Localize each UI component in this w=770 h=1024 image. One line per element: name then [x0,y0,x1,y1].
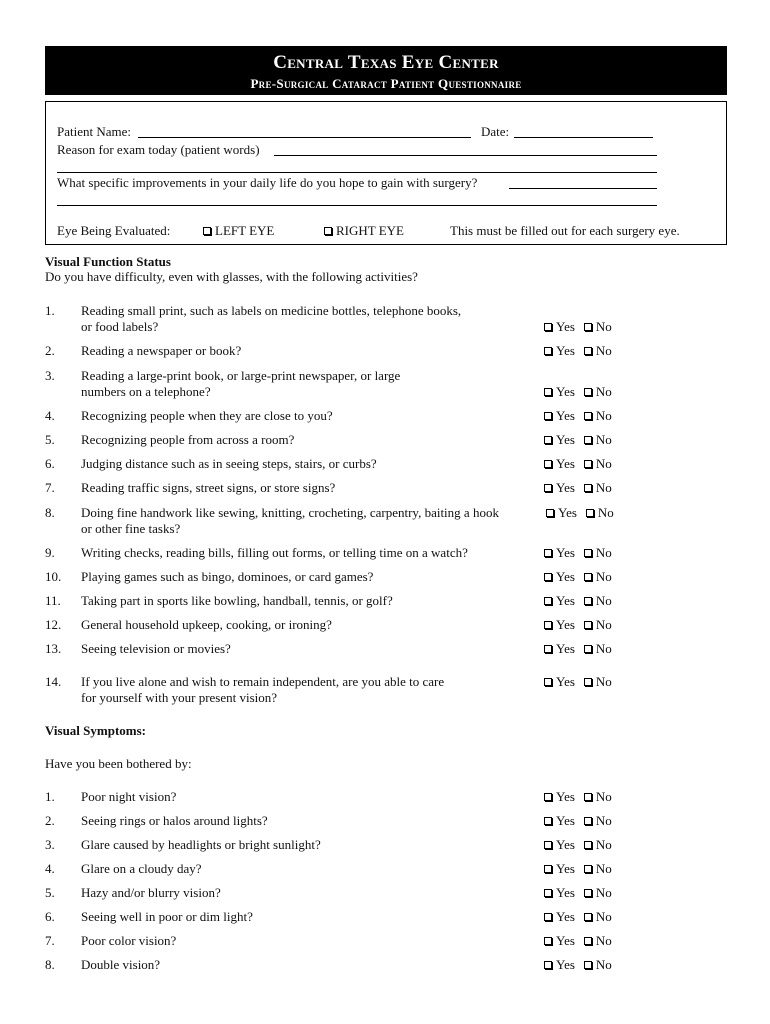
yes-checkbox[interactable] [544,484,552,492]
improvements-field-line-2[interactable] [57,205,657,206]
no-checkbox[interactable] [586,509,594,517]
reason-field[interactable] [274,155,657,156]
question-number: 4. [45,408,55,423]
question-text-continued: or other fine tasks? [81,521,181,536]
left-eye-option[interactable] [203,223,274,238]
no-label: No [595,933,612,948]
question-number: 14. [45,674,62,689]
no-checkbox[interactable] [584,347,592,355]
visual-symptoms-intro: Have you been bothered by: [45,756,192,771]
no-checkbox[interactable] [584,460,592,468]
question-number: 4. [45,861,55,876]
question-text: Reading a newspaper or book? [81,343,242,358]
yes-no-options [544,885,621,900]
yes-no-options [544,384,621,399]
yes-no-options [544,933,621,948]
no-checkbox[interactable] [584,549,592,557]
patient-name-field[interactable] [138,137,471,138]
right-eye-label: RIGHT EYE [336,223,405,238]
yes-label: Yes [556,456,575,471]
no-checkbox[interactable] [584,645,592,653]
question-text: Double vision? [81,957,161,972]
no-checkbox[interactable] [584,597,592,605]
yes-checkbox[interactable] [544,645,552,653]
yes-no-options [544,456,621,471]
yes-checkbox[interactable] [544,937,552,945]
yes-no-options [546,505,623,520]
no-label: No [595,617,612,632]
yes-no-options [544,569,621,584]
question-number: 1. [45,303,55,318]
yes-label: Yes [556,384,575,399]
no-label: No [595,319,612,334]
no-checkbox[interactable] [584,323,592,331]
question-text: Recognizing people when they are close to you? [81,408,333,423]
no-label: No [595,408,612,423]
no-checkbox[interactable] [584,573,592,581]
question-text-continued: or food labels? [81,319,159,334]
yes-no-options [544,593,621,608]
yes-label: Yes [556,789,575,804]
yes-checkbox[interactable] [544,549,552,557]
question-text: Glare on a cloudy day? [81,861,202,876]
no-label: No [595,432,612,447]
question-number: 3. [45,837,55,852]
no-checkbox[interactable] [584,678,592,686]
yes-label: Yes [556,957,575,972]
visual-symptoms-heading: Visual Symptoms: [45,723,147,738]
question-text: Recognizing people from across a room? [81,432,295,447]
question-text-continued: numbers on a telephone? [81,384,211,399]
yes-no-options [544,861,621,876]
question-text-continued: for yourself with your present vision? [81,690,278,705]
no-label: No [595,837,612,852]
yes-checkbox[interactable] [544,678,552,686]
yes-no-options [544,674,621,689]
question-number: 5. [45,885,55,900]
yes-checkbox[interactable] [544,436,552,444]
no-label: No [597,505,614,520]
patient-info-box [45,101,727,245]
yes-checkbox[interactable] [544,961,552,969]
yes-checkbox[interactable] [544,460,552,468]
yes-no-options [544,837,621,852]
yes-label: Yes [556,545,575,560]
date-label: Date: [481,124,510,139]
question-text: Seeing well in poor or dim light? [81,909,253,924]
no-label: No [595,593,612,608]
no-label: No [595,957,612,972]
eye-evaluated-label: Eye Being Evaluated: [57,223,171,238]
reason-label: Reason for exam today (patient words) [57,142,260,157]
no-label: No [595,813,612,828]
yes-checkbox[interactable] [544,793,552,801]
yes-checkbox[interactable] [544,841,552,849]
no-checkbox[interactable] [584,621,592,629]
yes-no-options [544,408,621,423]
question-text: Hazy and/or blurry vision? [81,885,221,900]
question-number: 9. [45,545,55,560]
yes-no-options [544,641,621,656]
yes-checkbox[interactable] [546,509,554,517]
question-number: 8. [45,957,55,972]
date-field[interactable] [514,137,653,138]
yes-label: Yes [556,343,575,358]
question-text: Seeing rings or halos around lights? [81,813,268,828]
form-subtitle: Pre-Surgical Cataract Patient Questionnaire [250,76,522,91]
question-text: Reading small print, such as labels on medicine bottles, telephone books, [81,303,462,318]
yes-label: Yes [556,674,575,689]
no-label: No [595,480,612,495]
question-text: Poor night vision? [81,789,177,804]
question-number: 12. [45,617,62,632]
improvements-label: What specific improvements in your daily life do you hope to gain with surgery? [57,175,478,190]
no-checkbox[interactable] [584,937,592,945]
yes-checkbox[interactable] [544,412,552,420]
left-eye-label: LEFT EYE [215,223,275,238]
no-label: No [595,343,612,358]
no-checkbox[interactable] [584,793,592,801]
yes-label: Yes [556,408,575,423]
no-label: No [595,641,612,656]
question-number: 7. [45,480,55,495]
question-text: Judging distance such as in seeing steps, stairs, or curbs? [81,456,377,471]
no-checkbox[interactable] [584,817,592,825]
yes-checkbox[interactable] [544,889,552,897]
visual-function-heading: Visual Function Status [45,254,171,269]
question-number: 5. [45,432,55,447]
question-text: Doing fine handwork like sewing, knitting, crocheting, carpentry, baiting a hook [81,505,499,520]
question-text: Seeing television or movies? [81,641,231,656]
yes-checkbox[interactable] [544,621,552,629]
question-text: Writing checks, reading bills, filling out forms, or telling time on a watch? [81,545,468,560]
yes-label: Yes [556,432,575,447]
no-checkbox[interactable] [584,436,592,444]
eye-note: This must be filled out for each surgery eye. [450,223,680,238]
no-label: No [595,789,612,804]
question-text: General household upkeep, cooking, or ironing? [81,617,332,632]
yes-checkbox[interactable] [544,388,552,396]
form-header-banner [45,46,727,95]
question-text: Poor color vision? [81,933,177,948]
checkbox-icon[interactable] [324,227,332,235]
yes-label: Yes [556,641,575,656]
yes-no-options [544,617,621,632]
question-number: 11. [45,593,61,608]
question-text: Glare caused by headlights or bright sunlight? [81,837,321,852]
clinic-title: Central Texas Eye Center [273,52,499,73]
yes-no-options [544,480,621,495]
yes-no-options [544,432,621,447]
yes-no-options [544,813,621,828]
question-number: 2. [45,813,55,828]
no-checkbox[interactable] [584,388,592,396]
no-checkbox[interactable] [584,913,592,921]
yes-label: Yes [556,909,575,924]
question-text: If you live alone and wish to remain independent, are you able to care [81,674,445,689]
visual-function-intro: Do you have difficulty, even with glasses, with the following activities? [45,269,418,284]
no-checkbox[interactable] [584,412,592,420]
no-label: No [595,569,612,584]
no-checkbox[interactable] [584,889,592,897]
no-label: No [595,384,612,399]
question-number: 3. [45,368,55,383]
yes-label: Yes [556,617,575,632]
yes-label: Yes [556,480,575,495]
checkbox-icon[interactable] [203,227,211,235]
yes-label: Yes [556,569,575,584]
yes-label: Yes [556,861,575,876]
question-text: Reading a large-print book, or large-print newspaper, or large [81,368,401,383]
yes-label: Yes [556,933,575,948]
no-label: No [595,545,612,560]
patient-name-label: Patient Name: [57,124,132,139]
no-checkbox[interactable] [584,841,592,849]
reason-field-line-2[interactable] [57,172,657,173]
yes-checkbox[interactable] [544,597,552,605]
question-number: 8. [45,505,55,520]
no-label: No [595,885,612,900]
yes-checkbox[interactable] [544,347,552,355]
no-checkbox[interactable] [584,484,592,492]
yes-label: Yes [556,319,575,334]
yes-checkbox[interactable] [544,573,552,581]
yes-label: Yes [556,885,575,900]
no-checkbox[interactable] [584,961,592,969]
yes-no-options [544,319,621,334]
yes-checkbox[interactable] [544,913,552,921]
no-label: No [595,861,612,876]
question-number: 6. [45,909,55,924]
yes-no-options [544,545,621,560]
no-checkbox[interactable] [584,865,592,873]
yes-label: Yes [556,837,575,852]
no-label: No [595,674,612,689]
improvements-field[interactable] [509,188,657,189]
question-text: Reading traffic signs, street signs, or store signs? [81,480,336,495]
yes-no-options [544,343,621,358]
yes-checkbox[interactable] [544,817,552,825]
right-eye-option[interactable] [324,223,404,238]
question-number: 6. [45,456,55,471]
yes-label: Yes [556,813,575,828]
yes-label: Yes [558,505,577,520]
question-number: 1. [45,789,55,804]
yes-no-options [544,909,621,924]
yes-label: Yes [556,593,575,608]
no-label: No [595,456,612,471]
yes-no-options [544,789,621,804]
question-text: Playing games such as bingo, dominoes, or card games? [81,569,374,584]
question-text: Taking part in sports like bowling, handball, tennis, or golf? [81,593,393,608]
yes-no-options [544,957,621,972]
yes-checkbox[interactable] [544,323,552,331]
no-label: No [595,909,612,924]
question-number: 13. [45,641,62,656]
question-number: 7. [45,933,55,948]
question-number: 10. [45,569,62,584]
question-number: 2. [45,343,55,358]
yes-checkbox[interactable] [544,865,552,873]
